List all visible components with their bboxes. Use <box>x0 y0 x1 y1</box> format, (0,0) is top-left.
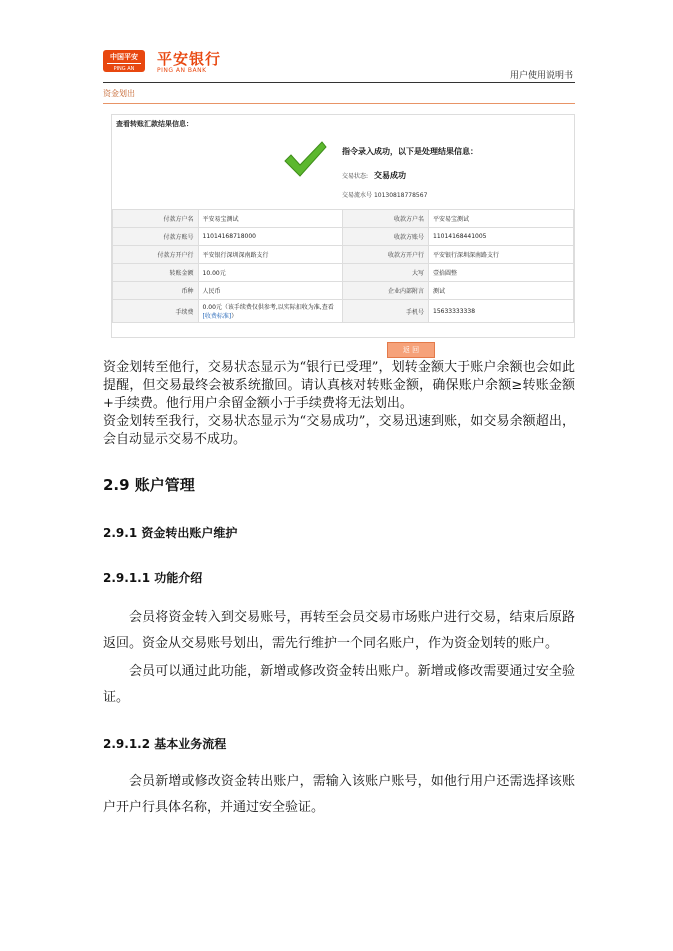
section-heading-2-9-1-1: 2.9.1.1 功能介绍 <box>103 571 203 585</box>
section-heading-2-9: 2.9 账户管理 <box>103 476 195 494</box>
ping-an-logo-badge: 中国平安 PING AN <box>103 50 145 72</box>
fee-row: 手续费 0.00元（该手续费仅供参考,以实际扣收为准,查看[收费标准]） 手机号 15633333338 <box>113 300 574 323</box>
serial-value: 10130818778567 <box>373 192 428 199</box>
fee-value: 0.00元（该手续费仅供参考,以实际扣收为准,查看[收费标准]） <box>198 300 343 323</box>
table-row: 币种 人民币 企业内部附言 测试 <box>113 282 574 300</box>
back-button[interactable]: 返 回 <box>387 342 435 358</box>
result-panel <box>111 114 575 338</box>
status-label: 交易状态: <box>342 173 369 180</box>
table-row: 付款方账号 11014168718000 收款方账号 11014168441005 <box>113 228 574 246</box>
panel-title: 查看转账汇款结果信息： <box>116 120 193 128</box>
serial-label: 交易流水号 <box>342 192 373 199</box>
document-title: 用户使用说明书 <box>509 71 573 81</box>
intro-paragraph-2: 会员可以通过此功能，新增或修改资金转出账户。新增或修改需要通过安全验证。 <box>103 664 575 705</box>
table-row: 付款方户名 平安易宝测试 收款方户名 平安易宝测试 <box>113 210 574 228</box>
table-row: 转账金额 10.00元 大写 壹拾圆整 <box>113 264 574 282</box>
transfer-info-table <box>112 209 574 323</box>
page-header <box>103 48 575 82</box>
note-paragraph-1: 资金划转至他行，交易状态显示为“银行已受理”，划转金额大于账户余额也会如此提醒，但交易最终会被系统撤回。请认真核对转账金额，确保账户余额≥转账金额+手续费。他行用户余留金额小于手续费将无法划出。 <box>103 360 575 411</box>
status-value: 交易成功 <box>374 171 407 180</box>
success-check-icon <box>282 139 328 179</box>
section-heading-2-9-1: 2.9.1 资金转出账户维护 <box>103 526 238 540</box>
header-divider <box>103 82 575 83</box>
fee-standard-link[interactable]: [收费标准] <box>202 313 232 320</box>
bank-logo-name: 平安银行 <box>157 50 222 68</box>
section-heading-2-9-1-2: 2.9.1.2 基本业务流程 <box>103 737 227 751</box>
section-label: 资金划出 <box>103 89 135 98</box>
status-line <box>342 170 406 181</box>
success-message: 指令录入成功，以下是处理结果信息： <box>342 147 478 156</box>
flow-paragraph-1: 会员新增或修改资金转出账户，需输入该账户账号，如他行用户还需选择该账户开户行具体名称，并通过安全验证。 <box>103 774 575 815</box>
note-paragraph-2: 资金划转至我行，交易状态显示为“交易成功”，交易迅速到账，如交易余额超出，会自动显示交易不成功。 <box>103 414 575 447</box>
table-row: 付款方开户行 平安银行深圳深南路支行 收款方开户行 平安银行深圳深南路支行 <box>113 246 574 264</box>
intro-paragraph-1: 会员将资金转入到交易账号，再转至会员交易市场账户进行交易，结束后原路返回。资金从交易账号划出，需先行维护一个同名账户，作为资金划转的账户。 <box>103 610 575 651</box>
serial-line <box>342 190 427 199</box>
section-divider <box>103 103 575 104</box>
transfer-result-screenshot <box>103 88 575 358</box>
bank-logo-english: PING AN BANK <box>157 67 207 74</box>
